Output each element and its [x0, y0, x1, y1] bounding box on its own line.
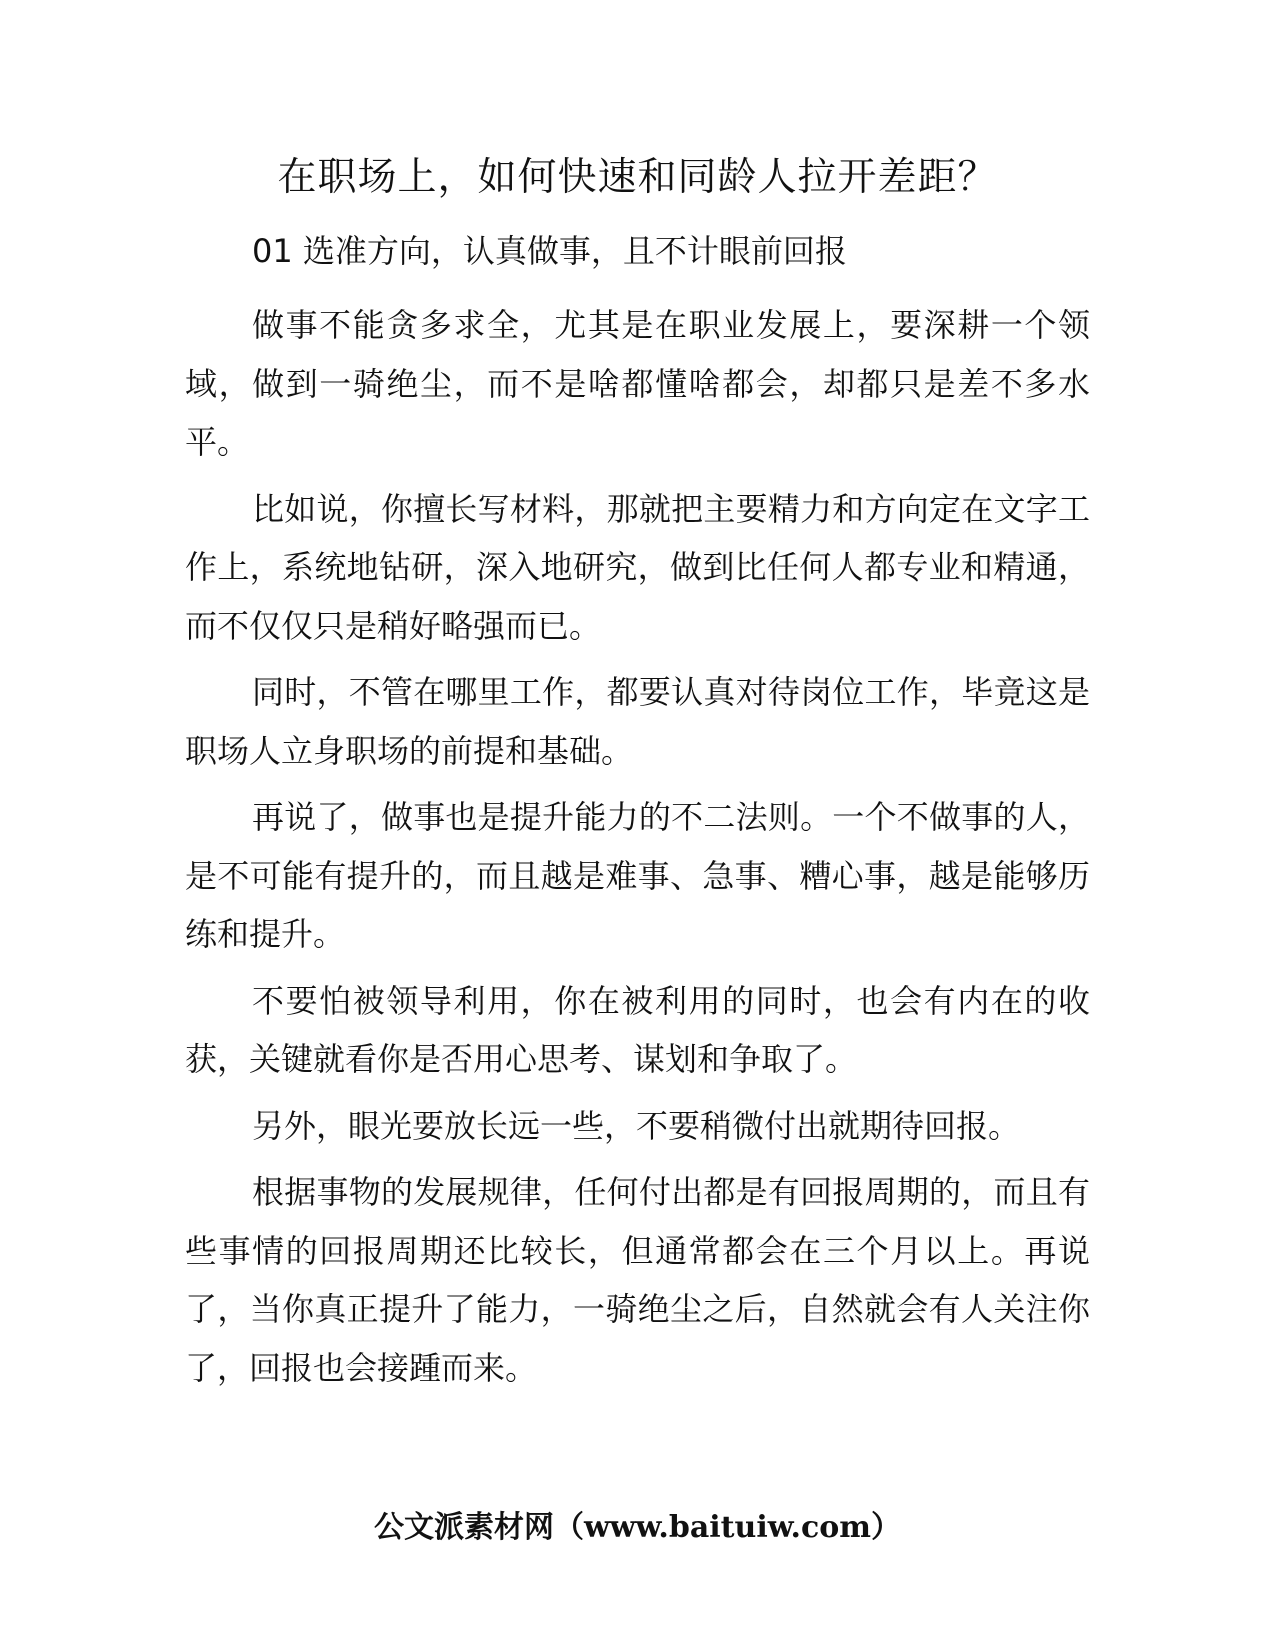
paragraph-4: 再说了，做事也是提升能力的不二法则。一个不做事的人，是不可能有提升的，而且越是难事、急事、糟心事，越是能够历练和提升。	[185, 798, 1090, 953]
paragraph-5: 不要怕被领导利用，你在被利用的同时，也会有内在的收获，关键就看你是否用心思考、谋划和争取了。	[185, 981, 1090, 1078]
paragraph-7: 根据事物的发展规律，任何付出都是有回报周期的，而且有些事情的回报周期还比较长，但通常都会在三个月以上。再说了，当你真正提升了能力，一骑绝尘之后，自然就会有人关注你了，回报也会接踵而来。	[185, 1173, 1090, 1387]
paragraph-6: 另外，眼光要放长远一些，不要稍微付出就期待回报。	[252, 1106, 1021, 1145]
paragraph-2: 比如说，你擅长写材料，那就把主要精力和方向定在文字工作上，系统地钻研，深入地研究，做到比任何人都专业和精通，而不仅仅只是稍好略强而已。	[185, 489, 1090, 645]
paragraph-3: 同时，不管在哪里工作，都要认真对待岗位工作，毕竟这是职场人立身职场的前提和基础。	[185, 673, 1090, 770]
footer-source: 公文派素材网（www.baituiw.com）	[373, 1510, 902, 1545]
paragraph-1: 做事不能贪多求全，尤其是在职业发展上，要深耕一个领域，做到一骑绝尘，而不是啥都懂啥都会，却都只是差不多水平。	[185, 306, 1090, 461]
section-heading: 01 选准方向，认真做事，且不计眼前回报	[252, 232, 847, 270]
document-title: 在职场上，如何快速和同龄人拉开差距？	[277, 155, 998, 200]
document-body	[185, 222, 1090, 1405]
